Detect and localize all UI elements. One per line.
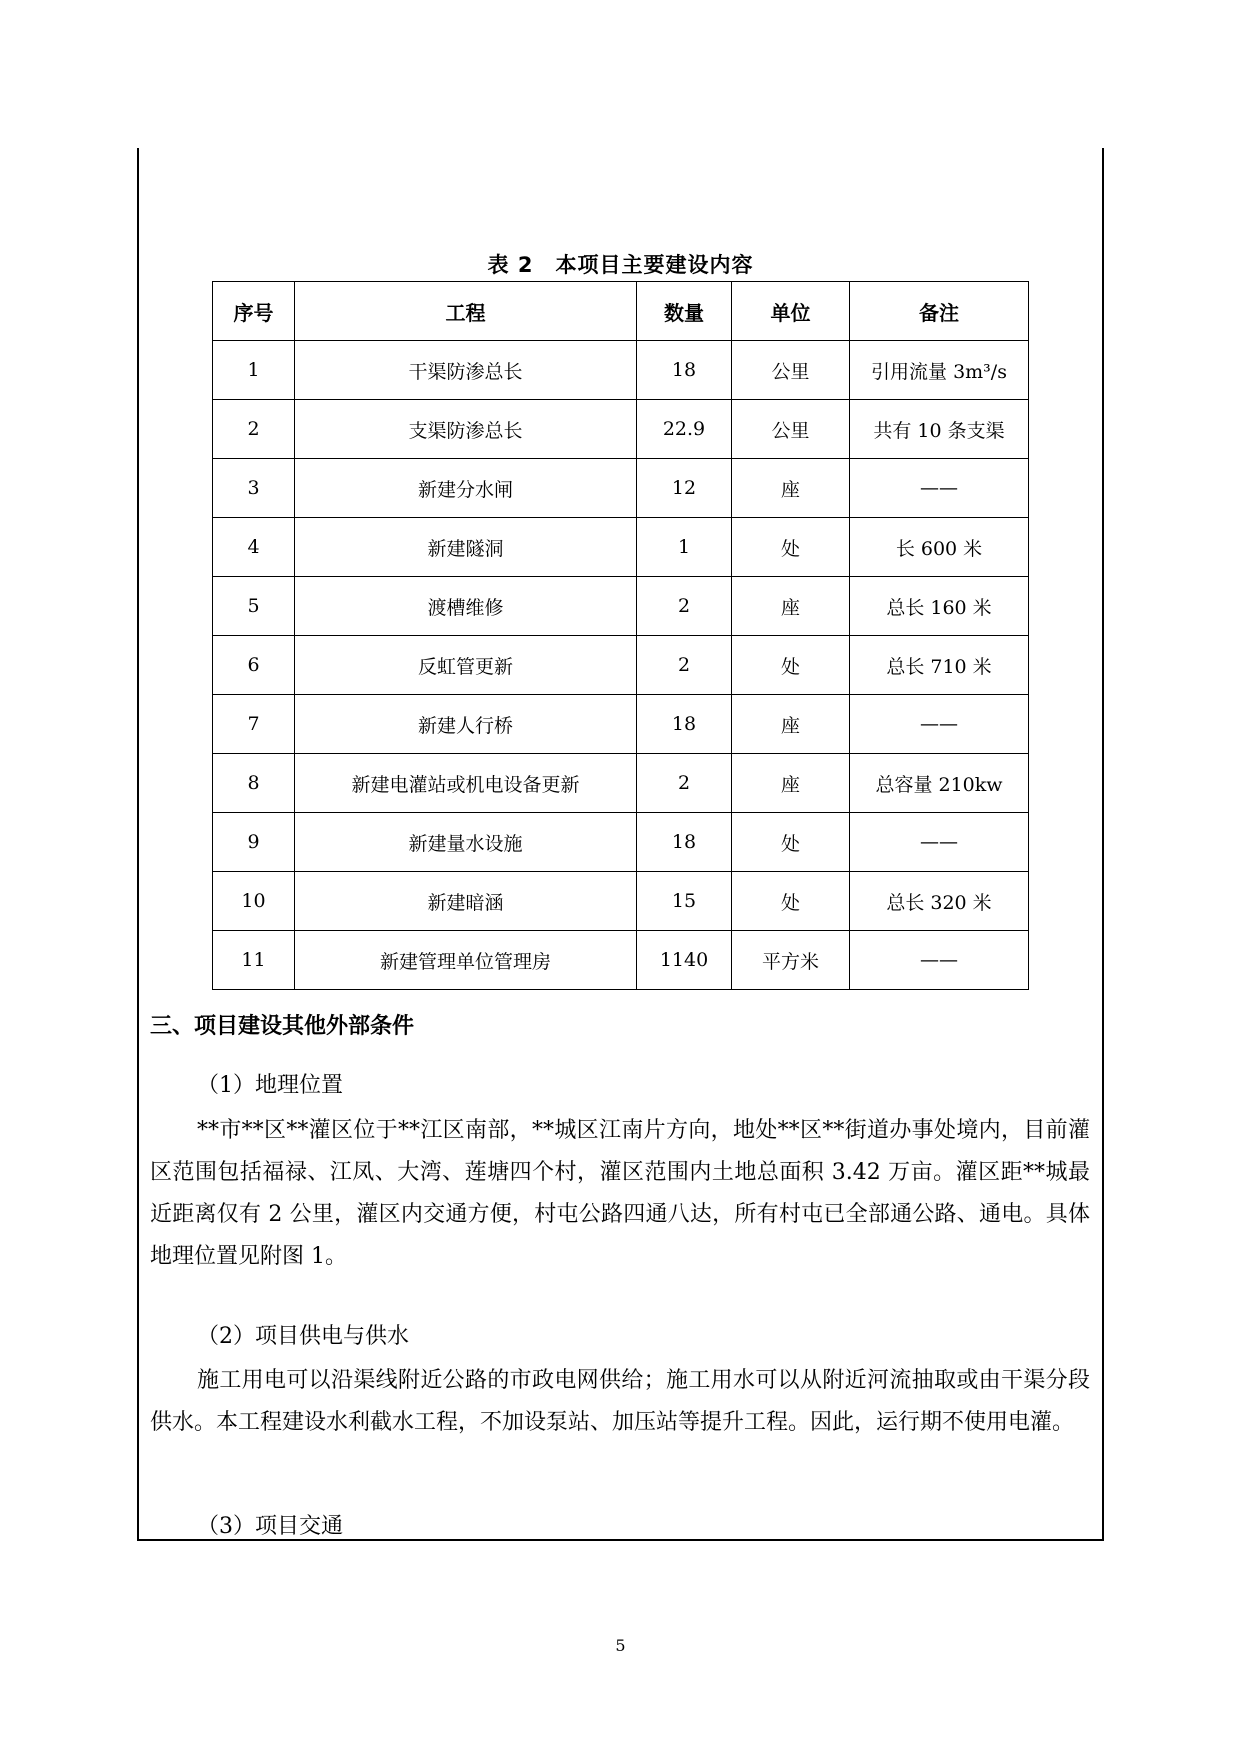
cell-project: 新建隧洞 [295,518,637,577]
table-row [213,872,1029,931]
paragraph-location: **市**区**灌区位于**江区南部，**城区江南片方向，地处**区**街道办事处境内，目前灌区范围包括福禄、江凤、大湾、莲塘四个村，灌区范围内土地总面积 3.42 万亩。灌区距**城最近距离仅有 2 公里，灌区内交通方便，村屯公路四通八达，所有村屯已全部通公路、通电。具体地理位置见附图 1。 [150,1118,1090,1269]
subheading-power-water: （2）项目供电与供水 [197,1324,409,1349]
cell-unit: 处 [732,813,850,872]
cell-unit: 座 [732,577,850,636]
table-row [213,813,1029,872]
cell-unit: 座 [732,754,850,813]
cell-project: 新建分水闸 [295,459,637,518]
header-index: 序号 [213,282,295,341]
cell-index: 6 [213,636,295,695]
construction-table [212,281,1029,990]
cell-index: 11 [213,931,295,990]
header-remark: 备注 [850,282,1029,341]
cell-remark: 长 600 米 [850,518,1029,577]
cell-quantity: 2 [637,577,732,636]
cell-index: 8 [213,754,295,813]
cell-unit: 平方米 [732,931,850,990]
cell-remark: 总容量 210kw [850,754,1029,813]
table-row [213,636,1029,695]
cell-quantity: 2 [637,754,732,813]
cell-index: 4 [213,518,295,577]
cell-project: 新建管理单位管理房 [295,931,637,990]
table-title: 表 2 本项目主要建设内容 [487,253,754,277]
cell-unit: 处 [732,636,850,695]
table-row [213,931,1029,990]
cell-quantity: 22.9 [637,400,732,459]
cell-project: 新建量水设施 [295,813,637,872]
cell-remark: —— [850,695,1029,754]
cell-quantity: 12 [637,459,732,518]
cell-quantity: 18 [637,341,732,400]
cell-unit: 座 [732,459,850,518]
cell-quantity: 15 [637,872,732,931]
cell-index: 1 [213,341,295,400]
table-row [213,754,1029,813]
cell-project: 支渠防渗总长 [295,400,637,459]
cell-index: 7 [213,695,295,754]
cell-project: 新建电灌站或机电设备更新 [295,754,637,813]
cell-remark: 共有 10 条支渠 [850,400,1029,459]
cell-index: 2 [213,400,295,459]
cell-remark: 总长 320 米 [850,872,1029,931]
cell-remark: 引用流量 3m³/s [850,341,1029,400]
cell-quantity: 2 [637,636,732,695]
subheading-location: （1）地理位置 [197,1073,343,1098]
table-row [213,695,1029,754]
paragraph-power-water: 施工用电可以沿渠线附近公路的市政电网供给；施工用水可以从附近河流抽取或由干渠分段供水。本工程建设水利截水工程，不加设泵站、加压站等提升工程。因此，运行期不使用电灌。 [150,1368,1090,1435]
cell-unit: 处 [732,872,850,931]
cell-remark: —— [850,931,1029,990]
header-unit: 单位 [732,282,850,341]
table-row [213,400,1029,459]
cell-unit: 公里 [732,341,850,400]
subheading-traffic: （3）项目交通 [197,1514,343,1539]
cell-remark: —— [850,813,1029,872]
cell-remark: 总长 160 米 [850,577,1029,636]
cell-project: 新建人行桥 [295,695,637,754]
table-row [213,459,1029,518]
cell-unit: 座 [732,695,850,754]
cell-quantity: 18 [637,813,732,872]
cell-quantity: 1140 [637,931,732,990]
table-row [213,577,1029,636]
cell-index: 10 [213,872,295,931]
cell-project: 干渠防渗总长 [295,341,637,400]
page-number: 5 [615,1636,626,1655]
cell-remark: 总长 710 米 [850,636,1029,695]
cell-unit: 公里 [732,400,850,459]
cell-index: 3 [213,459,295,518]
cell-quantity: 18 [637,695,732,754]
table-row [213,518,1029,577]
cell-project: 新建暗涵 [295,872,637,931]
cell-unit: 处 [732,518,850,577]
cell-project: 渡槽维修 [295,577,637,636]
cell-index: 9 [213,813,295,872]
header-project: 工程 [295,282,637,341]
section-heading: 三、项目建设其他外部条件 [150,1014,415,1039]
cell-index: 5 [213,577,295,636]
cell-project: 反虹管更新 [295,636,637,695]
cell-quantity: 1 [637,518,732,577]
table-header-row [213,282,1029,341]
header-quantity: 数量 [637,282,732,341]
table-row [213,341,1029,400]
cell-remark: —— [850,459,1029,518]
